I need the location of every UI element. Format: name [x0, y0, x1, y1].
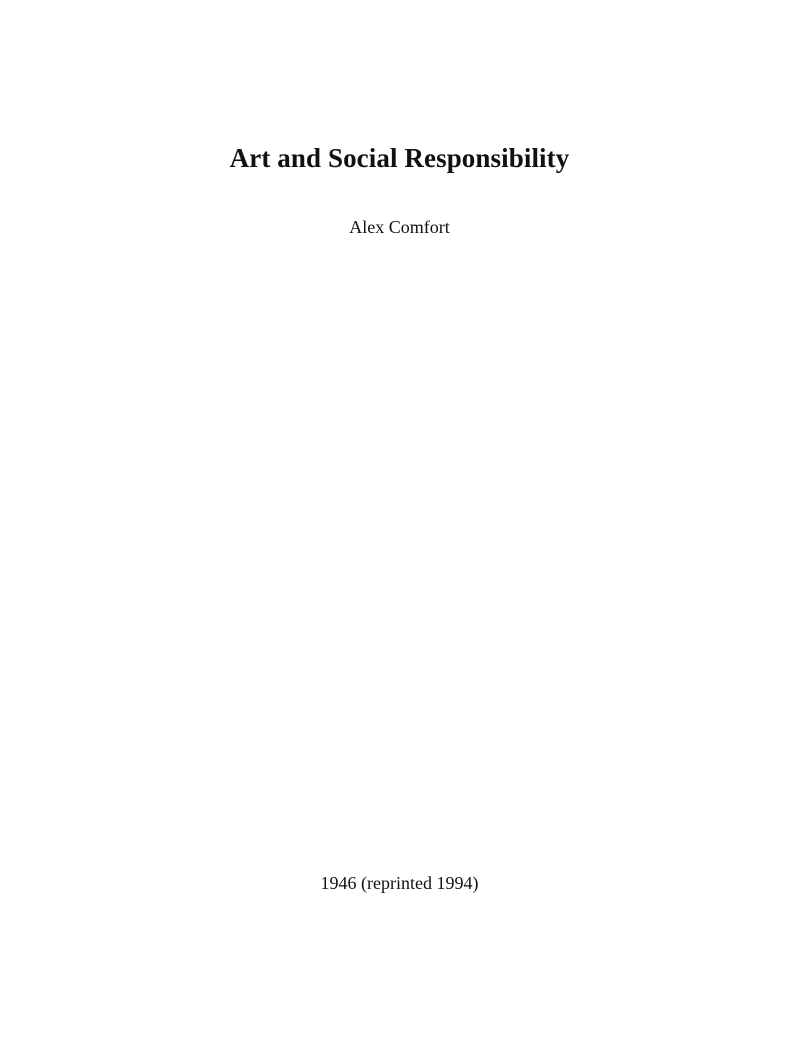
document-title: Art and Social Responsibility [229, 143, 570, 173]
publication-date: 1946 (reprinted 1994) [320, 873, 479, 893]
document-author: Alex Comfort [349, 217, 450, 237]
